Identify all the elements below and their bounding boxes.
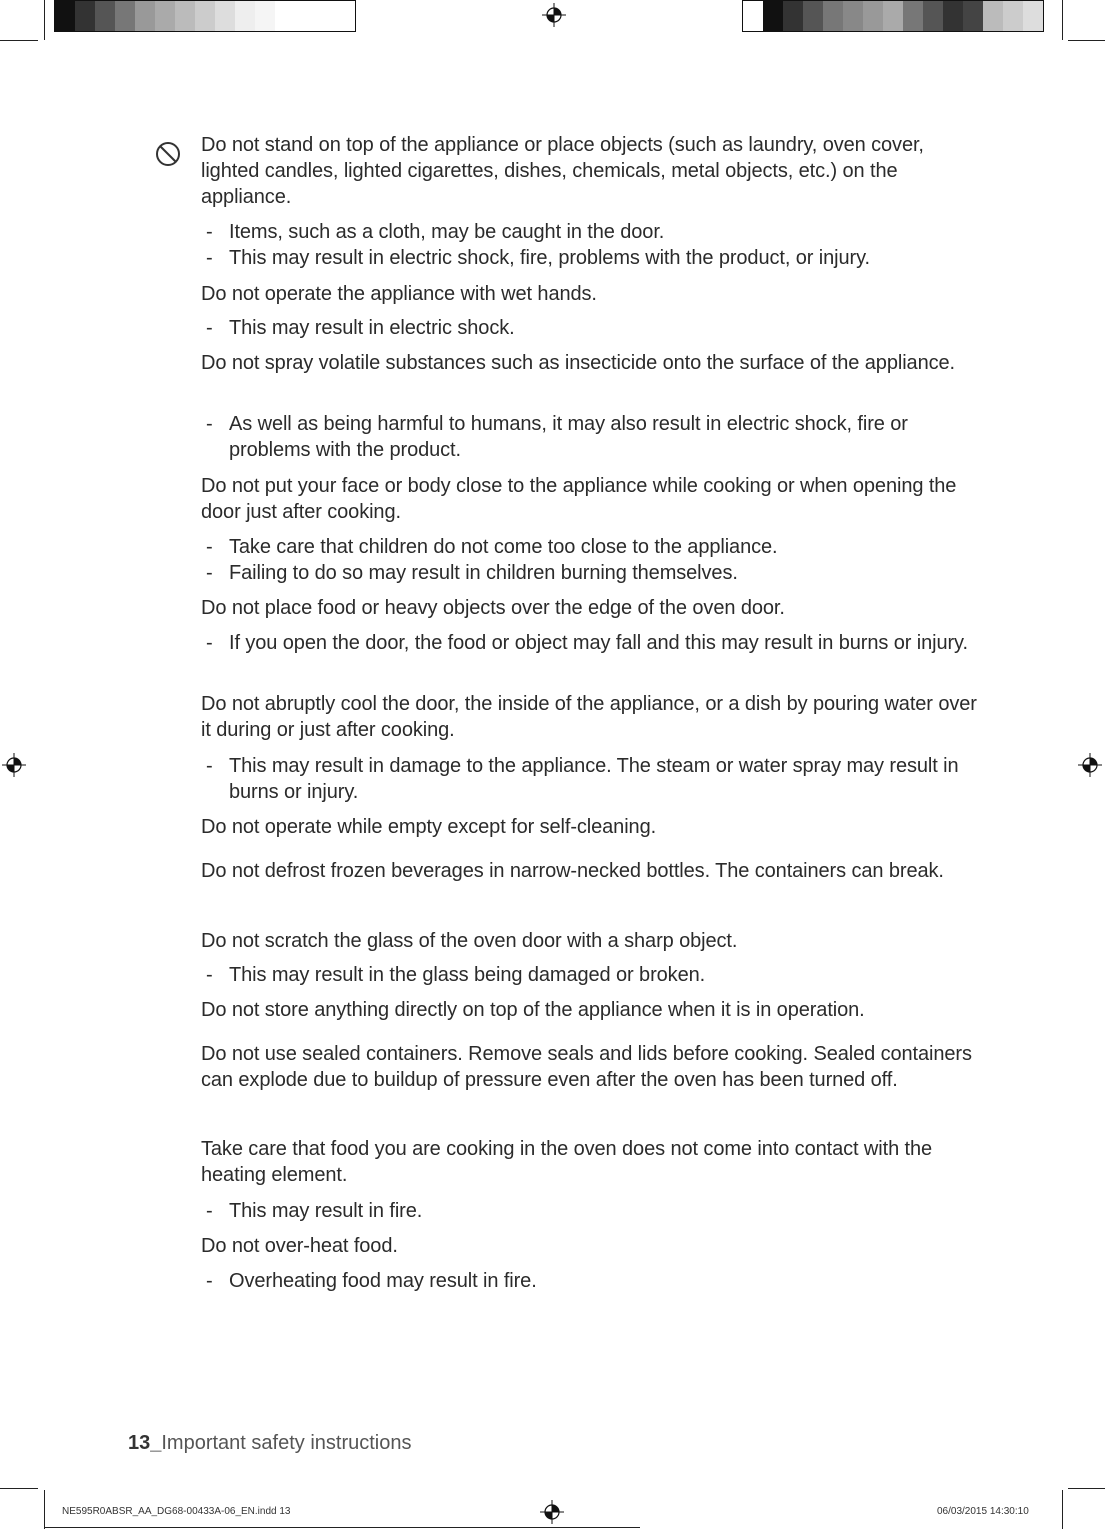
- instruction-text: Do not defrost frozen beverages in narrow-necked bottles. The containers can break.: [201, 860, 944, 882]
- page-number: 13_: [128, 1432, 162, 1454]
- crop-mark: [44, 0, 45, 40]
- instruction-block: [201, 1233, 981, 1259]
- instruction-text: Do not over-heat food.: [201, 1235, 398, 1257]
- color-bar-right: [742, 0, 1044, 32]
- instruction-text: Do not store anything directly on top of the appliance when it is in operation.: [201, 999, 865, 1021]
- instruction-block: [201, 281, 981, 307]
- color-swatch: [75, 1, 95, 31]
- color-swatch: [743, 1, 763, 31]
- color-bar-left: [54, 0, 356, 32]
- instruction-text: Do not operate the appliance with wet hands.: [201, 283, 597, 305]
- registration-mark-icon: [542, 3, 566, 27]
- bullet-text: This may result in electric shock, fire, problems with the product, or injury.: [229, 247, 870, 269]
- list-item: [201, 534, 981, 560]
- slug-timestamp: 06/03/2015 14:30:10: [937, 1506, 1029, 1517]
- instruction-text: Do not spray volatile substances such as insecticide onto the surface of the appliance.: [201, 352, 955, 374]
- color-swatch: [963, 1, 983, 31]
- color-swatch: [195, 1, 215, 31]
- dash: -: [206, 247, 213, 269]
- bullet-list: [201, 315, 981, 341]
- instruction-block: [201, 928, 981, 954]
- bullet-text: This may result in the glass being damaged or broken.: [229, 964, 706, 986]
- bullet-list: [201, 1198, 981, 1224]
- color-swatch: [923, 1, 943, 31]
- color-swatch: [215, 1, 235, 31]
- list-item: [201, 315, 981, 341]
- slug-rule: [45, 1527, 640, 1528]
- color-swatch: [883, 1, 903, 31]
- list-item: [201, 245, 981, 271]
- color-swatch: [863, 1, 883, 31]
- dash: -: [206, 1270, 213, 1292]
- color-swatch: [275, 1, 295, 31]
- color-swatch: [235, 1, 255, 31]
- instruction-text: Do not put your face or body close to the appliance while cooking or when opening the door just after cooking.: [201, 475, 957, 523]
- color-swatch: [135, 1, 155, 31]
- dash: -: [206, 221, 213, 243]
- bullet-list: [201, 219, 981, 271]
- dash: -: [206, 317, 213, 339]
- list-item: [201, 219, 981, 245]
- dash: -: [206, 413, 213, 435]
- crop-mark: [1062, 1490, 1063, 1529]
- instruction-text: Do not scratch the glass of the oven door with a sharp object.: [201, 930, 738, 952]
- crop-mark: [44, 1490, 45, 1529]
- list-item: [201, 411, 981, 463]
- bullet-list: [201, 630, 981, 656]
- instruction-block: [201, 1136, 981, 1188]
- color-swatch: [155, 1, 175, 31]
- bullet-list: [201, 1268, 981, 1294]
- color-swatch: [55, 1, 75, 31]
- instruction-text: Do not stand on top of the appliance or place objects (such as laundry, oven cover, lighted candles, lighted cigarettes, dishes, chemicals, metal objects, etc.) on the appliance.: [201, 134, 924, 208]
- dash: -: [206, 562, 213, 584]
- registration-mark-icon: [1078, 753, 1102, 777]
- color-swatch: [783, 1, 803, 31]
- bullet-text: This may result in damage to the appliance. The steam or water spray may result in burns or injury.: [229, 755, 959, 803]
- color-swatch: [175, 1, 195, 31]
- instruction-block: [201, 997, 981, 1023]
- bullet-text: Items, such as a cloth, may be caught in the door.: [229, 221, 665, 243]
- instruction-text: Take care that food you are cooking in the oven does not come into contact with the heating element.: [201, 1138, 933, 1186]
- bullet-list: [201, 753, 981, 805]
- list-item: [201, 753, 981, 805]
- bullet-list: [201, 962, 981, 988]
- color-swatch: [95, 1, 115, 31]
- color-swatch: [1023, 1, 1043, 31]
- bullet-text: Take care that children do not come too close to the appliance.: [229, 536, 778, 558]
- instruction-block: [201, 691, 981, 743]
- dash: -: [206, 536, 213, 558]
- color-swatch: [843, 1, 863, 31]
- color-swatch: [255, 1, 275, 31]
- color-swatch: [823, 1, 843, 31]
- color-swatch: [803, 1, 823, 31]
- color-swatch: [903, 1, 923, 31]
- color-swatch: [943, 1, 963, 31]
- bullet-list: [201, 534, 981, 586]
- instruction-text: Do not operate while empty except for self-cleaning.: [201, 816, 657, 838]
- instruction-block: [201, 350, 981, 376]
- crop-mark: [0, 1488, 38, 1489]
- color-swatch: [335, 1, 355, 31]
- registration-mark-icon: [2, 753, 26, 777]
- color-swatch: [1003, 1, 1023, 31]
- instruction-text: Do not abruptly cool the door, the inside of the appliance, or a dish by pouring water over it during or just after cooking.: [201, 693, 977, 741]
- instruction-text: Do not use sealed containers. Remove seals and lids before cooking. Sealed containers can explode due to buildup of pressure even after the oven has been turned off.: [201, 1043, 972, 1091]
- color-swatch: [983, 1, 1003, 31]
- list-item: [201, 630, 981, 656]
- bullet-text: This may result in fire.: [229, 1200, 423, 1222]
- list-item: [201, 1198, 981, 1224]
- bullet-text: Overheating food may result in fire.: [229, 1270, 537, 1292]
- crop-mark: [0, 40, 38, 41]
- instruction-block: [201, 858, 981, 884]
- registration-mark-icon: [540, 1500, 564, 1524]
- list-item: [201, 962, 981, 988]
- slug-filename: NE595R0ABSR_AA_DG68-00433A-06_EN.indd 13: [62, 1506, 291, 1517]
- instruction-text: Do not place food or heavy objects over the edge of the oven door.: [201, 597, 785, 619]
- dash: -: [206, 755, 213, 777]
- color-swatch: [315, 1, 335, 31]
- crop-mark: [1068, 40, 1105, 41]
- crop-mark: [1062, 0, 1063, 40]
- instruction-block: [201, 595, 981, 621]
- color-swatch: [295, 1, 315, 31]
- dash: -: [206, 632, 213, 654]
- dash: -: [206, 964, 213, 986]
- bullet-list: [201, 411, 981, 463]
- bullet-text: As well as being harmful to humans, it may also result in electric shock, fire or problems with the product.: [229, 413, 908, 461]
- page-footer: [128, 1432, 411, 1455]
- bullet-text: If you open the door, the food or object may fall and this may result in burns or injury.: [229, 632, 968, 654]
- list-item: [201, 560, 981, 586]
- section-title: Important safety instructions: [161, 1432, 412, 1454]
- crop-mark: [1068, 1488, 1105, 1489]
- prohibited-circle-icon: [154, 140, 182, 168]
- dash: -: [206, 1200, 213, 1222]
- instruction-block: [201, 473, 981, 525]
- color-swatch: [115, 1, 135, 31]
- instruction-block: [201, 1041, 981, 1093]
- instruction-block: [201, 814, 981, 840]
- instruction-block: [201, 132, 981, 210]
- list-item: [201, 1268, 981, 1294]
- bullet-text: This may result in electric shock.: [229, 317, 515, 339]
- bullet-text: Failing to do so may result in children burning themselves.: [229, 562, 738, 584]
- color-swatch: [763, 1, 783, 31]
